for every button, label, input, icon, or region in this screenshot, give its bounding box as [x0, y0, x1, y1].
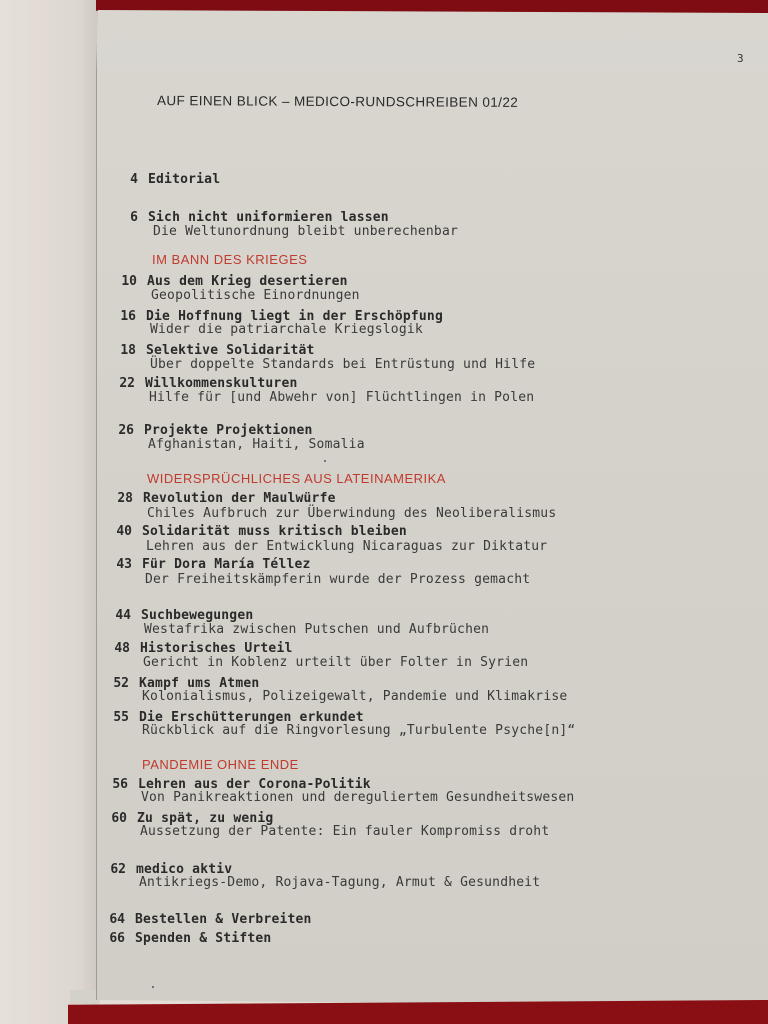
toc-title: Suchbewegungen: [141, 608, 254, 623]
toc-entry: [103, 487, 336, 506]
toc-entry: [100, 637, 293, 656]
toc-page-number: 18: [120, 343, 136, 358]
toc-page-number: 62: [110, 862, 126, 877]
toc-title: Selektive Solidarität: [146, 343, 315, 358]
toc-subtitle: Der Freiheitskämpferin wurde der Prozess gemacht: [145, 572, 531, 587]
toc-entry: [108, 206, 389, 225]
toc-entry: [95, 927, 271, 946]
toc-title: Revolution der Maulwürfe: [143, 491, 336, 506]
cover-edge-bottom: [68, 1000, 768, 1024]
toc-entry: [102, 553, 311, 572]
facing-page: [0, 0, 98, 1024]
toc-title: Willkommenskulturen: [145, 376, 298, 391]
toc-subtitle: Gericht in Koblenz urteilt über Folter in Syrien: [143, 655, 529, 670]
toc-subtitle: Chiles Aufbruch zur Überwindung des Neoliberalismus: [147, 506, 557, 521]
toc-subtitle: Die Weltunordnung bleibt unberechenbar: [153, 224, 459, 239]
toc-page-number: 43: [116, 557, 132, 572]
toc-subtitle: Über doppelte Standards bei Entrüstung und Hilfe: [150, 357, 536, 372]
toc-subtitle: Afghanistan, Haiti, Somalia: [148, 437, 365, 452]
toc-title: Aus dem Krieg desertieren: [147, 274, 348, 289]
toc-page-number: 64: [109, 912, 125, 927]
toc-title: medico aktiv: [136, 862, 233, 877]
toc-entry: [105, 372, 298, 391]
toc-page-number: 40: [116, 524, 132, 539]
toc-title: Lehren aus der Corona-Politik: [138, 777, 371, 792]
toc-subtitle: Hilfe für [und Abwehr von] Flüchtlingen in Polen: [149, 390, 535, 405]
toc-page-number: 10: [121, 274, 137, 289]
toc-page-number: 48: [114, 641, 130, 656]
toc-page-number: 16: [120, 309, 136, 324]
toc-title: Die Erschütterungen erkundet: [139, 710, 364, 725]
toc-title: Für Dora María Téllez: [142, 557, 311, 572]
toc-title: Spenden & Stiften: [135, 931, 272, 946]
paper-speck: [324, 460, 326, 462]
toc-subtitle: Wider die patriarchale Kriegslogik: [150, 322, 423, 337]
toc-subtitle: Westafrika zwischen Putschen und Aufbrüchen: [144, 622, 490, 637]
toc-subtitle: Von Panikreaktionen und dereguliertem Gesundheitswesen: [141, 790, 575, 805]
toc-subtitle: Kolonialismus, Polizeigewalt, Pandemie und Klimakrise: [142, 689, 568, 704]
toc-page-number: 55: [113, 710, 129, 725]
toc-page-number: 26: [118, 423, 134, 438]
section-heading: IM BANN DES KRIEGES: [152, 252, 308, 267]
toc-page-number: 6: [130, 210, 138, 225]
toc-title: Kampf ums Atmen: [139, 676, 260, 691]
toc-title: Editorial: [148, 172, 221, 187]
toc-title: Projekte Projektionen: [144, 423, 313, 438]
toc-title: Zu spät, zu wenig: [137, 811, 274, 826]
page-title: AUF EINEN BLICK – MEDICO-RUNDSCHREIBEN 01/22: [156, 93, 519, 110]
toc-page-number: 52: [113, 676, 129, 691]
toc-subtitle: Rückblick auf die Ringvorlesung „Turbulente Psyche[n]“: [142, 723, 576, 738]
toc-title: Solidarität muss kritisch bleiben: [142, 524, 407, 539]
section-heading: PANDEMIE OHNE ENDE: [142, 757, 299, 772]
page-number: 3: [737, 52, 744, 65]
toc-subtitle: Aussetzung der Patente: Ein fauler Kompromiss droht: [140, 824, 550, 839]
toc-title: Historisches Urteil: [140, 641, 293, 656]
toc-page-number: 44: [115, 608, 131, 623]
toc-page-number: 56: [112, 777, 128, 792]
toc-entry: [104, 419, 313, 438]
toc-entry: [106, 339, 315, 358]
toc-subtitle: Lehren aus der Entwicklung Nicaraguas zur Diktatur: [146, 539, 548, 554]
toc-title: Sich nicht uniformieren lassen: [148, 210, 389, 225]
toc-entry: [108, 168, 220, 187]
toc-title: Bestellen & Verbreiten: [135, 912, 312, 927]
toc-entry: [95, 908, 312, 927]
toc-title: Die Hoffnung liegt in der Erschöpfung: [146, 309, 443, 324]
paper-speck: [152, 986, 154, 988]
toc-page-number: 66: [109, 931, 125, 946]
toc-page-number: 28: [117, 491, 133, 506]
toc-page-number: 60: [111, 811, 127, 826]
toc-entry: [107, 270, 348, 289]
section-heading: WIDERSPRÜCHLICHES AUS LATEINAMERIKA: [147, 471, 446, 486]
toc-page-number: 22: [119, 376, 135, 391]
toc-entry: [102, 520, 407, 539]
toc-page-number: 4: [130, 172, 138, 187]
toc-entry: [101, 604, 253, 623]
toc-subtitle: Antikriegs-Demo, Rojava-Tagung, Armut & Gesundheit: [139, 875, 541, 890]
toc-subtitle: Geopolitische Einordnungen: [151, 288, 360, 303]
